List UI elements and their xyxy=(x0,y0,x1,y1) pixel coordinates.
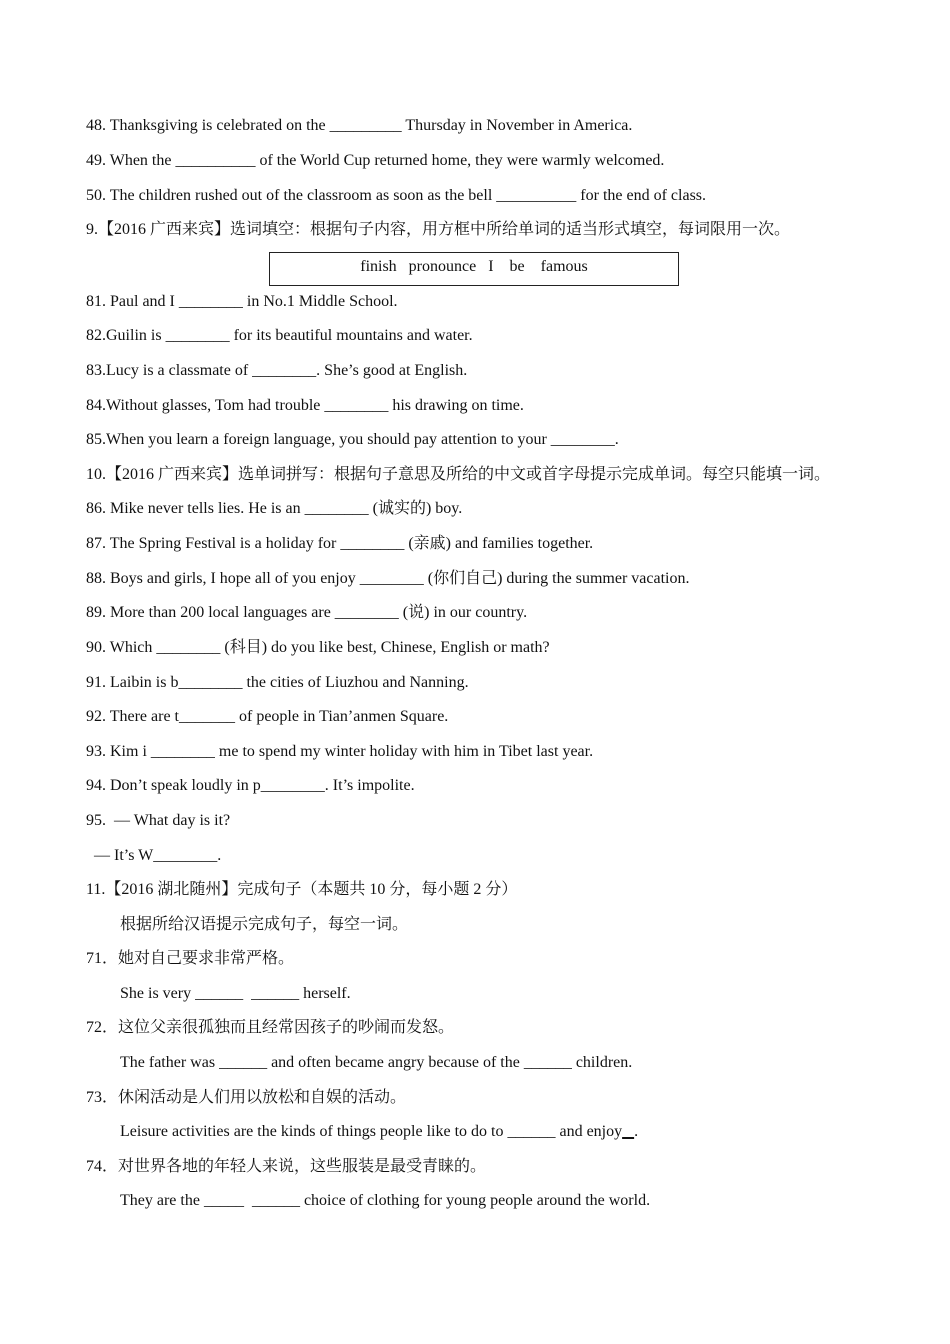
question-73-period: . xyxy=(634,1123,639,1140)
question-90: 90. Which ________ (科目) do you like best, Chinese, English or math? xyxy=(86,639,550,656)
section-9-heading: 9.【2016 广西来宾】选词填空：根据句子内容，用方框中所给单词的适当形式填空，每词限用一次。 xyxy=(86,221,791,238)
question-81: 81. Paul and I ________ in No.1 Middle School. xyxy=(86,293,398,310)
question-73-answer-blank xyxy=(622,1123,634,1140)
question-82: 82.Guilin is ________ for its beautiful mountains and water. xyxy=(86,327,473,344)
word-box: finish pronounce I be famous xyxy=(269,252,679,286)
question-88: 88. Boys and girls, I hope all of you enjoy ________ (你们自己) during the summer vacation. xyxy=(86,570,690,587)
question-73-chinese: 73．休闲活动是人们用以放松和自娱的活动。 xyxy=(86,1089,407,1106)
question-74-chinese: 74．对世界各地的年轻人来说，这些服装是最受青睐的。 xyxy=(86,1158,487,1175)
question-87: 87. The Spring Festival is a holiday for ________ (亲戚) and families together. xyxy=(86,535,594,552)
section-10-heading: 10.【2016 广西来宾】选单词拼写：根据句子意思及所给的中文或首字母提示完成单词。每空只能填一词。 xyxy=(86,466,831,483)
question-72-english: The father was ______ and often became angry because of the ______ children. xyxy=(120,1054,633,1071)
question-85: 85.When you learn a foreign language, you should pay attention to your ________. xyxy=(86,431,619,448)
question-50: 50. The children rushed out of the classroom as soon as the bell __________ for the end of class. xyxy=(86,187,707,204)
section-11-heading: 11.【2016 湖北随州】完成句子（本题共 10 分，每小题 2 分） xyxy=(86,881,518,898)
question-94: 94. Don’t speak loudly in p________. It’s impolite. xyxy=(86,777,415,794)
question-86: 86. Mike never tells lies. He is an ________ (诚实的) boy. xyxy=(86,500,463,517)
question-73-english xyxy=(120,1122,638,1142)
question-49: 49. When the __________ of the World Cup returned home, they were warmly welcomed. xyxy=(86,152,665,169)
question-93: 93. Kim i ________ me to spend my winter holiday with him in Tibet last year. xyxy=(86,743,594,760)
question-71-chinese: 71．她对自己要求非常严格。 xyxy=(86,950,295,967)
question-71-english: She is very ______ ______ herself. xyxy=(120,985,351,1002)
question-95-answer: — It’s W________. xyxy=(86,847,222,864)
question-73-english-text: Leisure activities are the kinds of things people like to do to ______ and enjoy xyxy=(120,1123,623,1140)
question-48: 48. Thanksgiving is celebrated on the _________ Thursday in November in America. xyxy=(86,117,633,134)
question-83: 83.Lucy is a classmate of ________. She’s good at English. xyxy=(86,362,468,379)
question-92: 92. There are t_______ of people in Tian’anmen Square. xyxy=(86,708,449,725)
section-11-instructions: 根据所给汉语提示完成句子，每空一词。 xyxy=(120,916,409,933)
question-84: 84.Without glasses, Tom had trouble ________ his drawing on time. xyxy=(86,397,524,414)
question-89: 89. More than 200 local languages are ________ (说) in our country. xyxy=(86,604,528,621)
question-95-prompt: 95. — What day is it? xyxy=(86,812,231,829)
question-72-chinese: 72．这位父亲很孤独而且经常因孩子的吵闹而发怒。 xyxy=(86,1019,455,1036)
question-91: 91. Laibin is b________ the cities of Liuzhou and Nanning. xyxy=(86,674,469,691)
question-74-english: They are the _____ ______ choice of clothing for young people around the world. xyxy=(120,1192,651,1209)
